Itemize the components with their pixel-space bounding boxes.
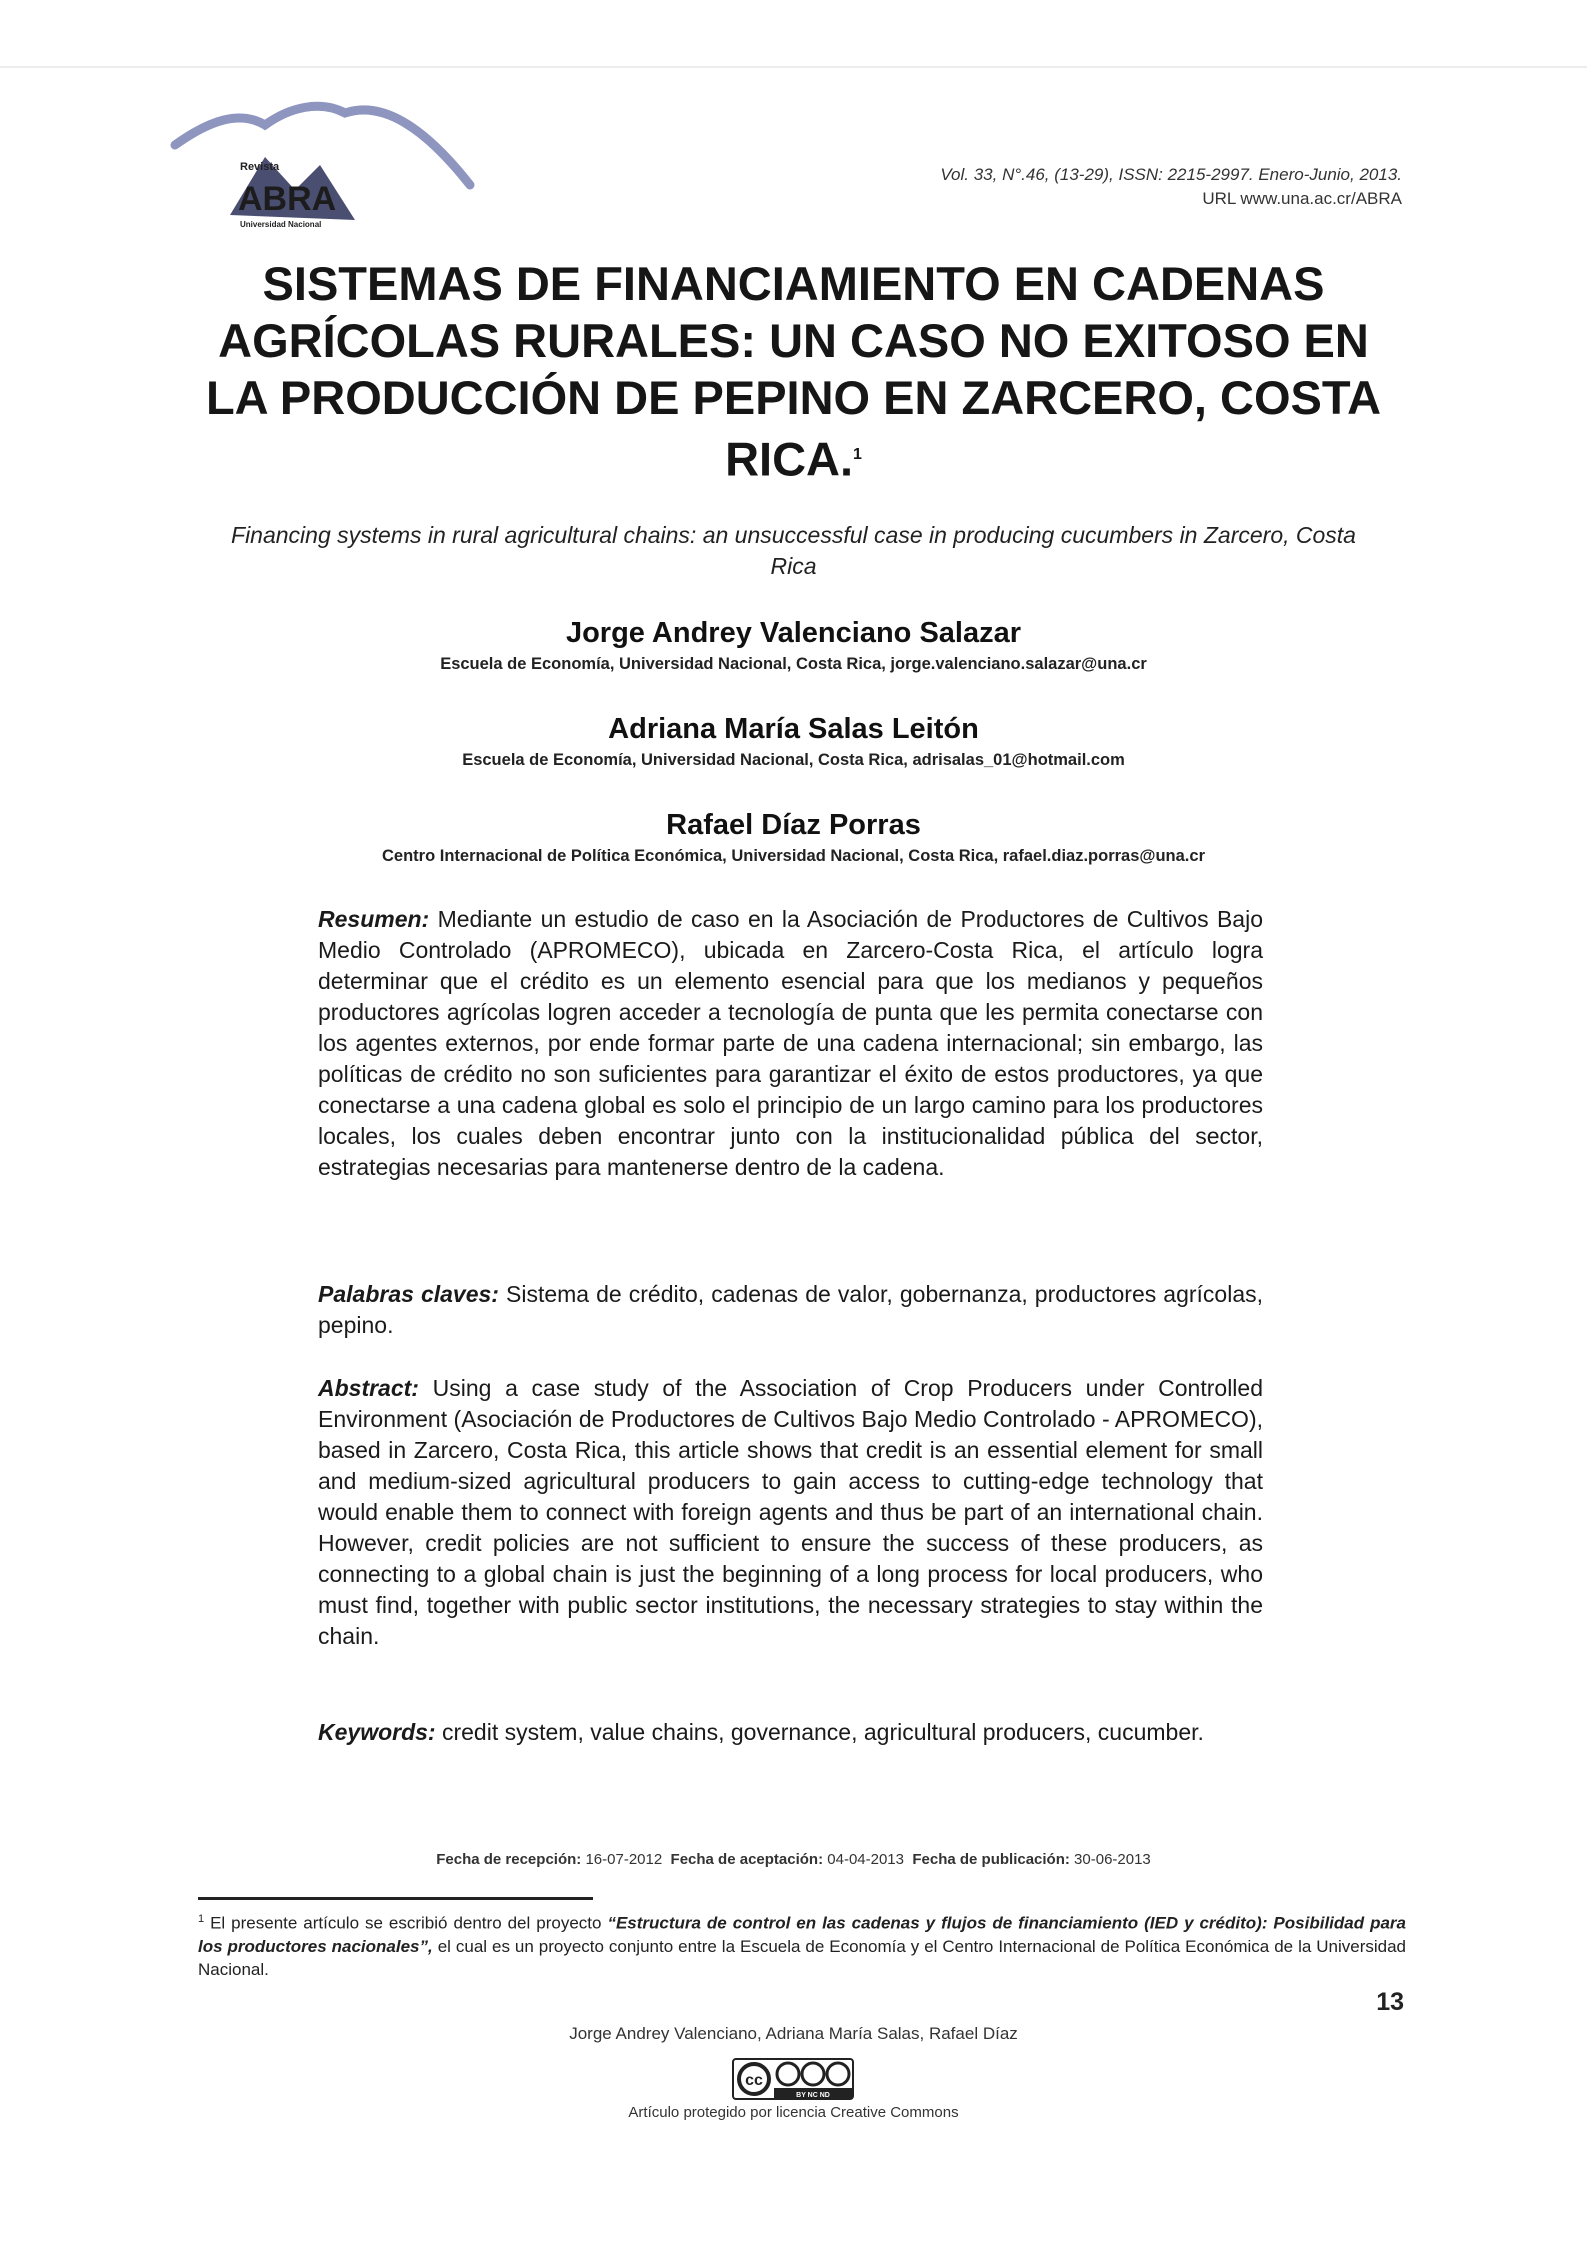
author-name: Rafael Díaz Porras — [666, 809, 921, 841]
author-block — [0, 710, 1587, 772]
english-subtitle: Financing systems in rural agricultural chains: an unsuccessful case in producing cucumbers in Zarcero, Costa Rica — [231, 522, 1356, 579]
footer-authors: Jorge Andrey Valenciano, Adriana María Salas, Rafael Díaz — [569, 2024, 1018, 2043]
svg-text:cc: cc — [745, 2072, 763, 2089]
publication-dates — [0, 1851, 1587, 1868]
resumen-paragraph — [318, 904, 1263, 1183]
abstract-text: Using a case study of the Association of Crop Producers under Controlled Environment (Asociación de Productores de Cultivos Bajo Medio Controlado - APROMECO), based in Zarcero, Costa Rica, this article shows that credit is an essential element for small and medium-sized agricultural producers to gain access to cutting-edge technology that would enable them to connect with foreign agents and thus be part of an international chain. However, credit policies are not sufficient to ensure the success of these producers, as connecting to a global chain is just the beginning of a long process for local producers, who must find, together with public sector institutions, the necessary strategies to stay within the chain. — [318, 1375, 1263, 1649]
header-info — [940, 163, 1402, 211]
logo-tagline: Universidad Nacional — [240, 220, 322, 229]
abstract-label: Abstract: — [318, 1375, 419, 1401]
author-affiliation: Centro Internacional de Política Económica, Universidad Nacional, Costa Rica, rafael.diaz.porras@una.cr — [382, 847, 1205, 865]
footnote — [198, 1908, 1406, 1981]
resumen-text: Mediante un estudio de caso en la Asociación de Productores de Cultivos Bajo Medio Controlado (APROMECO), ubicada en Zarcero-Costa Rica, el artículo logra determinar que el crédito es un elemento esencial para que los medianos y pequeños productores agrícolas logren acceder a tecnología de punta que les permita conectarse con los agentes externos, por ende formar parte de una cadena internacional; sin embargo, las políticas de crédito no son suficientes para garantizar el éxito de estos productores, ya que conectarse a una cadena global es solo el principio de un largo camino para los productores locales, los cuales deben encontrar junto con la institucionalidad pública del sector, estrategias necesarias para mantenerse dentro de la cadena. — [318, 906, 1263, 1180]
top-divider — [0, 66, 1587, 68]
footnote-text-before: El presente artículo se escribió dentro del proyecto — [210, 1913, 602, 1933]
published-date: 30-06-2013 — [1074, 1851, 1151, 1868]
cc-badge-text: BY NC ND — [796, 2092, 830, 2099]
author-name: Adriana María Salas Leitón — [608, 713, 979, 745]
palabras-claves-text: Sistema de crédito, cadenas de valor, gobernanza, productores agrícolas, pepino. — [318, 1281, 1264, 1338]
license-notice: Artículo protegido por licencia Creative Commons — [628, 2104, 959, 2121]
footnote-text-after: el cual es un proyecto conjunto entre la Escuela de Economía y el Centro Internacional de Política Económica de la Universidad Nacional. — [198, 1936, 1407, 1979]
author-name: Jorge Andrey Valenciano Salazar — [565, 617, 1022, 649]
keywords-paragraph — [318, 1717, 1263, 1748]
footnote-marker: 1 — [198, 1913, 205, 1925]
title-text: SISTEMAS DE FINANCIAMIENTO EN CADENAS AGRÍCOLAS RURALES: UN CASO NO EXITOSO EN LA PRODUCCIÓN DE PEPINO EN ZARCERO, COSTA RICA. — [205, 257, 1382, 486]
article-title — [190, 255, 1397, 488]
author-block — [0, 806, 1587, 868]
page-number: 13 — [1376, 1988, 1404, 2016]
journal-url: URL www.una.ac.cr/ABRA — [1202, 189, 1402, 208]
abstract-paragraph — [318, 1373, 1263, 1652]
footnote-project-title: “Estructura de control en las cadenas y flujos de financiamiento (IED y crédito): Posibilidad para los productores nacionales”, — [198, 1913, 1406, 1956]
resumen-label: Resumen: — [318, 906, 430, 932]
mountain-logo-icon — [170, 95, 490, 235]
creative-commons-badge-icon — [732, 2058, 854, 2100]
palabras-claves-label: Palabras claves: — [318, 1281, 499, 1307]
title-footnote-marker: 1 — [853, 446, 862, 463]
received-date: 16-07-2012 — [585, 1851, 663, 1868]
journal-logo — [170, 95, 490, 235]
author-block — [0, 614, 1587, 676]
published-label: Fecha de publicación: — [912, 1851, 1070, 1868]
author-affiliation: Escuela de Economía, Universidad Nacional, Costa Rica, adrisalas_01@hotmail.com — [462, 751, 1125, 769]
palabras-claves-paragraph — [318, 1279, 1263, 1341]
accepted-label: Fecha de aceptación: — [670, 1851, 824, 1868]
logo-name: ABRA — [238, 180, 337, 218]
keywords-text: credit system, value chains, governance, agricultural producers, cucumber. — [441, 1719, 1204, 1745]
logo-small-text: Revista — [240, 161, 280, 173]
keywords-label: Keywords: — [318, 1719, 436, 1745]
footnote-divider — [198, 1897, 593, 1900]
received-label: Fecha de recepción: — [436, 1851, 582, 1868]
citation-line: Vol. 33, N°.46, (13-29), ISSN: 2215-2997. Enero-Junio, 2013. — [940, 165, 1402, 184]
author-affiliation: Escuela de Economía, Universidad Nacional, Costa Rica, jorge.valenciano.salazar@una.cr — [440, 655, 1147, 673]
accepted-date: 04-04-2013 — [827, 1851, 904, 1868]
